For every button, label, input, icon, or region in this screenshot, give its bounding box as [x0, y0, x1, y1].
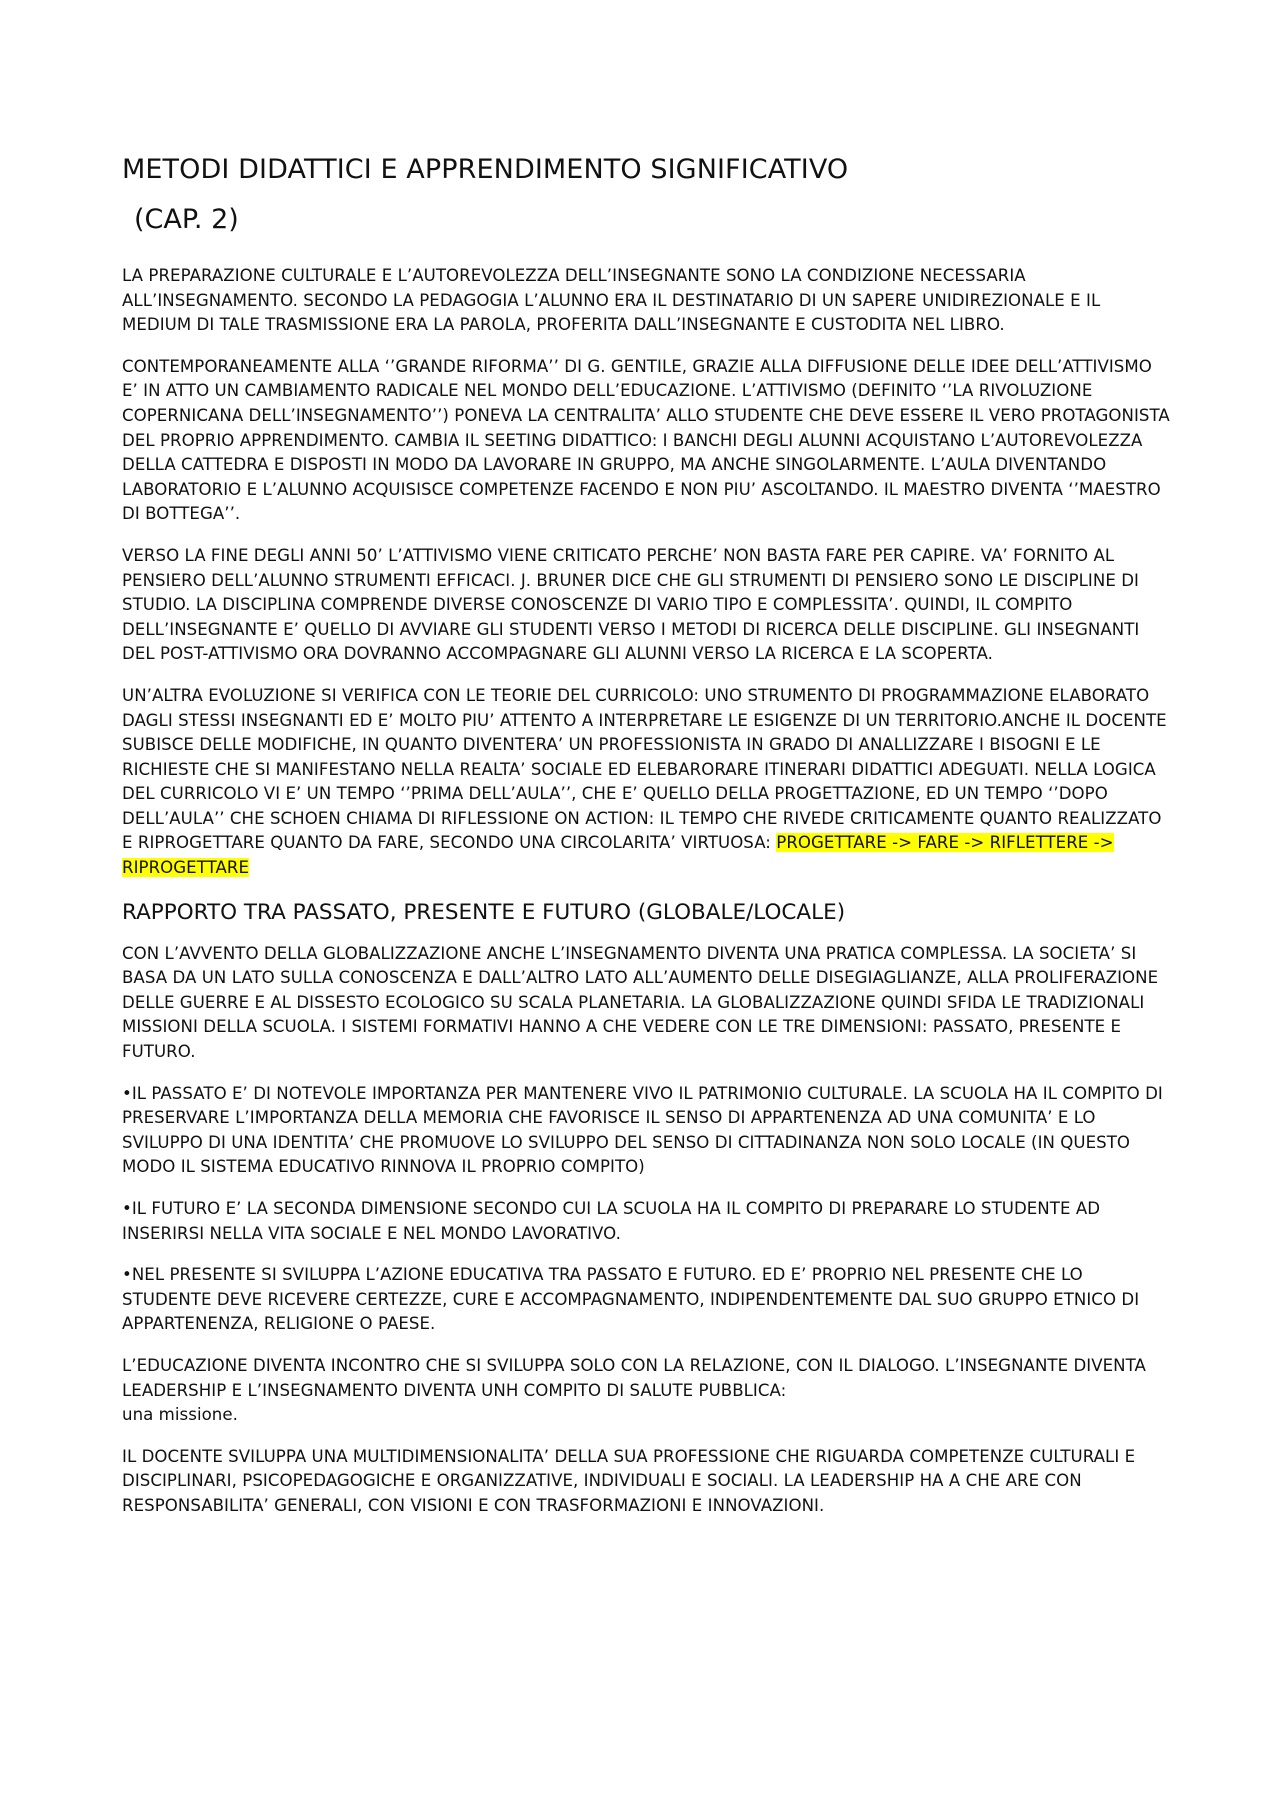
- paragraph-educazione-tail: una missione.: [122, 1405, 238, 1425]
- paragraph-docente: IL DOCENTE SVILUPPA UNA MULTIDIMENSIONALITA’ DELLA SUA PROFESSIONE CHE RIGUARDA COMPETENZE CULTURALI E DISCIPLINARI, PSICOPEDAGOGICHE E ORGANIZZATIVE, INDIVIDUALI E SOCIALI. LA LEADERSHIP HA A CHE ARE CON RESPONSABILITA’ GENERALI, CON VISIONI E CON TRASFORMAZIONI E INNOVAZIONI.: [122, 1446, 1136, 1515]
- bullet-futuro: •IL FUTURO E’ LA SECONDA DIMENSIONE SECONDO CUI LA SCUOLA HA IL COMPITO DI PREPARARE LO STUDENTE AD INSERIRSI NELLA VITA SOCIALE E NEL MONDO LAVORATIVO.: [122, 1199, 1101, 1243]
- paragraph-globalizzazione: CON L’AVVENTO DELLA GLOBALIZZAZIONE ANCHE L’INSEGNAMENTO DIVENTA UNA PRATICA COMPLESSA. LA SOCIETA’ SI BASA DA UN LATO SULLA CONOSCENZA E DALL’ALTRO LATO ALL’AUMENTO DELLE DISEGIAGLIANZE, ALLA PROLIFERAZIONE DELLE GUERRE E AL DISSESTO ECOLOGICO SU SCALA PLANETARIA. LA GLOBALIZZAZIONE QUINDI SFIDA LE TRADIZIONALI MISSIONI DELLA SCUOLA. I SISTEMI FORMATIVI HANNO A CHE VEDERE CON LE TRE DIMENSIONI: PASSATO, PRESENTE E FUTURO.: [122, 943, 1159, 1062]
- highlighted-cycle-text: PROGETTARE -> FARE -> RIFLETTERE -> RIPROGETTARE: [122, 833, 1114, 878]
- paragraph-curricolo: [122, 684, 1172, 881]
- bullet-passato: •IL PASSATO E’ DI NOTEVOLE IMPORTANZA PER MANTENERE VIVO IL PATRIMONIO CULTURALE. LA SCUOLA HA IL COMPITO DI PRESERVARE L’IMPORTANZA DELLA MEMORIA CHE FAVORISCE IL SENSO DI APPARTENENZA AD UNA COMUNITA’ E LO SVILUPPO DI UNA IDENTITA’ CHE PROMUOVE LO SVILUPPO DEL SENSO DI CITTADINANZA NON SOLO LOCALE (IN QUESTO MODO IL SISTEMA EDUCATIVO RINNOVA IL PROPRIO COMPITO): [122, 1083, 1163, 1177]
- paragraph-educazione: [122, 1354, 1172, 1428]
- chapter-label: (CAP. 2): [134, 204, 239, 235]
- paragraph-curricolo-text: UN’ALTRA EVOLUZIONE SI VERIFICA CON LE TEORIE DEL CURRICOLO: UNO STRUMENTO DI PROGRAMMAZIONE ELABORATO DAGLI STESSI INSEGNANTI ED E’ MOLTO PIU’ ATTENTO A INTERPRETARE LE ESIGENZE DI UN TERRITORIO.ANCHE IL DOCENTE SUBISCE DELLE MODIFICHE, IN QUANTO DIVENTERA’ UN PROFESSIONISTA IN GRADO DI ANALLIZZARE I BISOGNI E LE RICHIESTE CHE SI MANIFESTANO NELLA REALTA’ SOCIALE ED ELEBARORARE ITINERARI DIDATTICI ADEGUATI. NELLA LOGICA DEL CURRICOLO VI E’ UN TEMPO ‘’PRIMA DELL’AULA’’, CHE E’ QUELLO DELLA PROGETTAZIONE, ED UN TEMPO ‘’DOPO DELL’AULA’’ CHE SCHOEN CHIAMA DI RIFLESSIONE ON ACTION: IL TEMPO CHE RIVEDE CRITICAMENTE QUANTO REALIZZATO E RIPROGETTARE QUANTO DA FARE, SECONDO UNA CIRCOLARITA’ VIRTUOSA:: [122, 685, 1167, 853]
- paragraph-attivismo: CONTEMPORANEAMENTE ALLA ‘’GRANDE RIFORMA’’ DI G. GENTILE, GRAZIE ALLA DIFFUSIONE DELLE IDEE DELL’ATTIVISMO E’ IN ATTO UN CAMBIAMENTO RADICALE NEL MONDO DELL’EDUCAZIONE. L’ATTIVISMO (DEFINITO ‘’LA RIVOLUZIONE COPERNICANA DELL’INSEGNAMENTO’’) PONEVA LA CENTRALITA’ ALLO STUDENTE CHE DEVE ESSERE IL VERO PROTAGONISTA DEL PROPRIO APPRENDIMENTO. CAMBIA IL SEETING DIDATTICO: I BANCHI DEGLI ALUNNI ACQUISTANO L’AUTOREVOLEZZA DELLA CATTEDRA E DISPOSTI IN MODO DA LAVORARE IN GRUPPO, MA ANCHE SINGOLARMENTE. L’AULA DIVENTANDO LABORATORIO E L’ALUNNO ACQUISISCE COMPETENZE FACENDO E NON PIU’ ASCOLTANDO. IL MAESTRO DIVENTA ‘’MAESTRO DI BOTTEGA’’.: [122, 356, 1170, 524]
- bullet-presente: •NEL PRESENTE SI SVILUPPA L’AZIONE EDUCATIVA TRA PASSATO E FUTURO. ED E’ PROPRIO NEL PRESENTE CHE LO STUDENTE DEVE RICEVERE CERTEZZE, CURE E ACCOMPAGNAMENTO, INDIPENDENTEMENTE DAL SUO GRUPPO ETNICO DI APPARTENENZA, RELIGIONE O PAESE.: [122, 1265, 1140, 1334]
- paragraph-preparazione: LA PREPARAZIONE CULTURALE E L’AUTOREVOLEZZA DELL’INSEGNANTE SONO LA CONDIZIONE NECESSARIA ALL’INSEGNAMENTO. SECONDO LA PEDAGOGIA L’ALUNNO ERA IL DESTINATARIO DI UN SAPERE UNIDIREZIONALE E IL MEDIUM DI TALE TRASMISSIONE ERA LA PAROLA, PROFERITA DALL’INSEGNANTE E CUSTODITA NEL LIBRO.: [122, 266, 1101, 335]
- paragraph-post-attivismo: VERSO LA FINE DEGLI ANNI 50’ L’ATTIVISMO VIENE CRITICATO PERCHE’ NON BASTA FARE PER CAPIRE. VA’ FORNITO AL PENSIERO DELL’ALUNNO STRUMENTI EFFICACI. J. BRUNER DICE CHE GLI STRUMENTI DI PENSIERO SONO LE DISCIPLINE DI STUDIO. LA DISCIPLINA COMPRENDE DIVERSE CONOSCENZE DI VARIO TIPO E COMPLESSITA’. QUINDI, IL COMPITO DELL’INSEGNANTE E’ QUELLO DI AVVIARE GLI STUDENTI VERSO I METODI DI RICERCA DELLE DISCIPLINE. GLI INSEGNANTI DEL POST-ATTIVISMO ORA DOVRANNO ACCOMPAGNARE GLI ALUNNI VERSO LA RICERCA E LA SCOPERTA.: [122, 545, 1140, 664]
- document-title: METODI DIDATTICI E APPRENDIMENTO SIGNIFICATIVO: [122, 154, 849, 185]
- paragraph-educazione-text: L’EDUCAZIONE DIVENTA INCONTRO CHE SI SVILUPPA SOLO CON LA RELAZIONE, CON IL DIALOGO. L’INSEGNANTE DIVENTA LEADERSHIP E L’INSEGNAMENTO DIVENTA UNH COMPITO DI SALUTE PUBBLICA:: [122, 1355, 1146, 1400]
- document-page: [122, 150, 1172, 1536]
- section-heading-rapporto: RAPPORTO TRA PASSATO, PRESENTE E FUTURO (GLOBALE/LOCALE): [122, 899, 846, 925]
